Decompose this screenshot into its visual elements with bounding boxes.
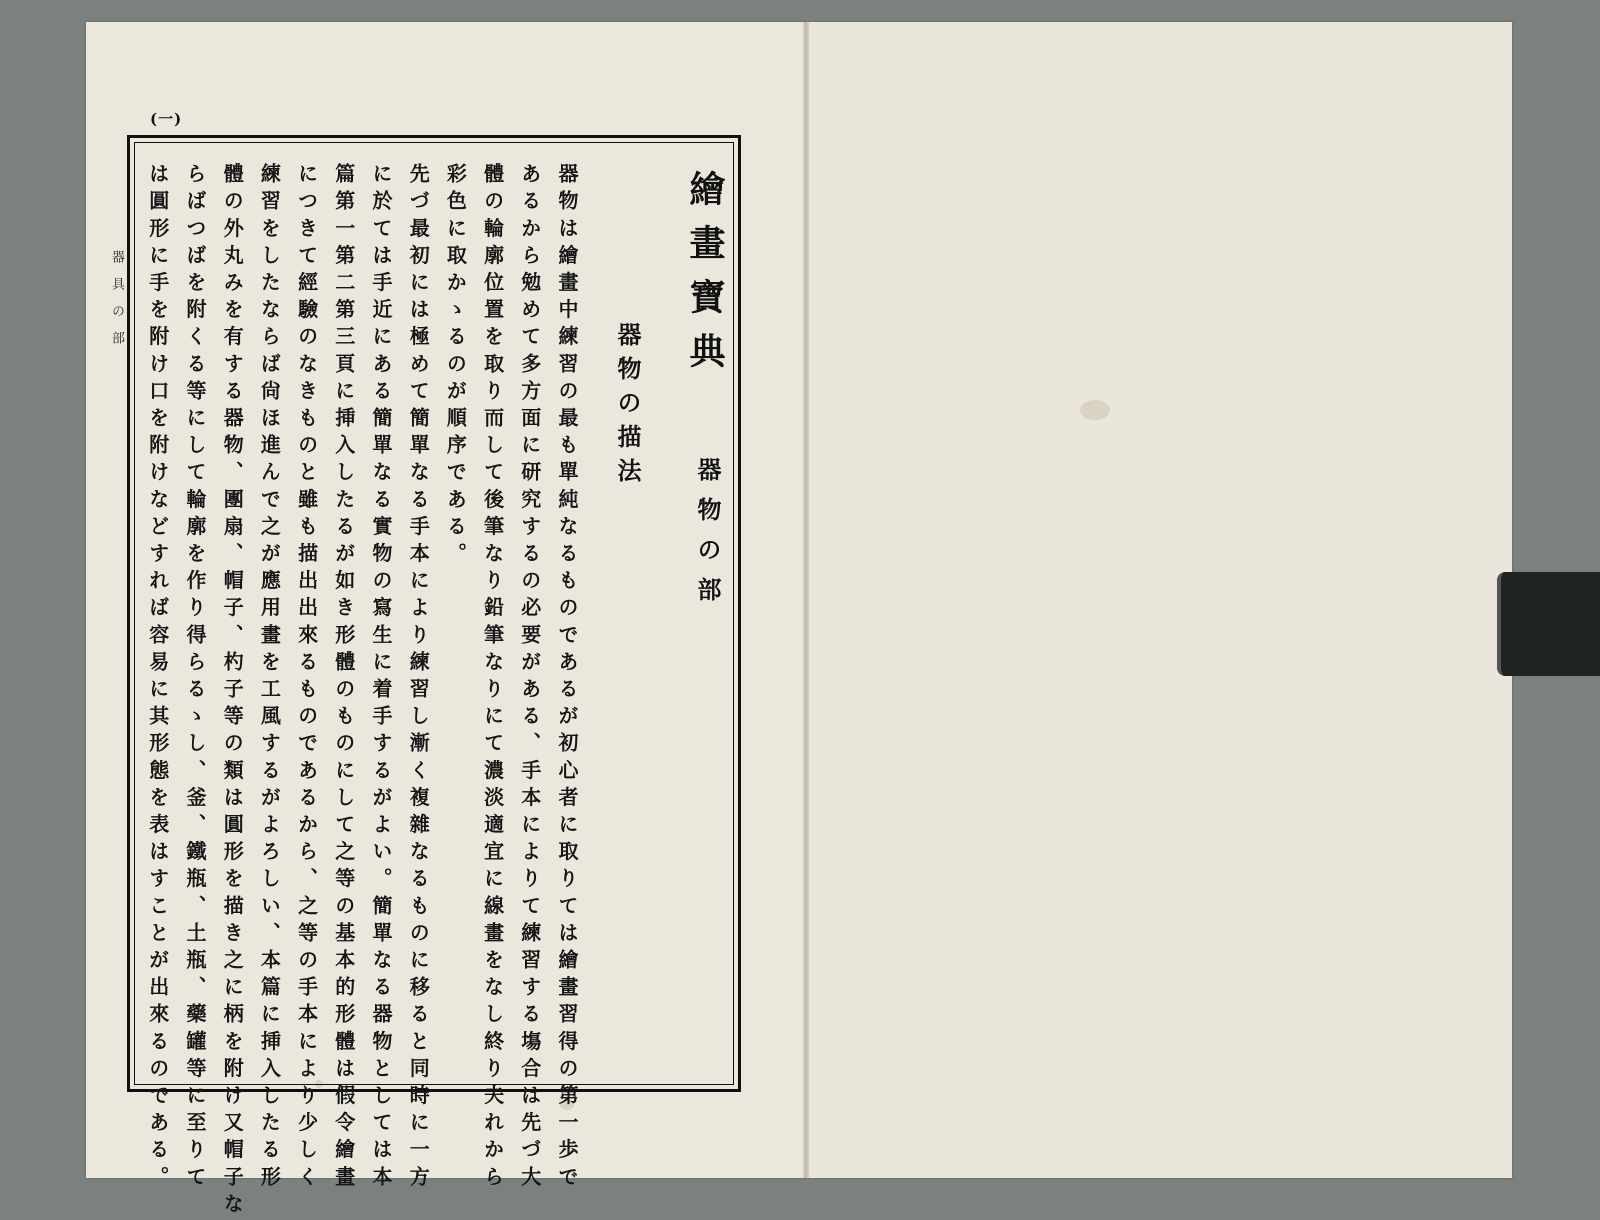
text-column: 先づ最初には極めて簡單なる手本により練習し漸く複雜なるものに移ると同時に一方 [406, 163, 431, 1193]
text-column: 體の外丸みを有する器物、團扇、帽子、杓子等の類は圓形を描き之に柄を附け又帽子な [220, 163, 245, 1220]
right-page [808, 22, 1512, 1178]
book-tab-marker [1497, 572, 1600, 676]
text-column: 器物は繪畫中練習の最も單純なるものであるが初心者に取りては繪畫習得の第一歩で [555, 163, 579, 1193]
section-heading: 器物の描法 [613, 322, 642, 492]
text-column: あるから勉めて多方面に研究するの必要がある、手本によりて練習する塲合は先づ大 [517, 163, 542, 1193]
book-title: 繪畫寶典 [684, 170, 726, 386]
text-column: 練習をしたならば尙ほ進んで之が應用畫を工風するがよろしい、本篇に挿入したる形 [257, 163, 282, 1193]
text-column: 篇第一第二第三頁に挿入したるが如き形體のものにして之等の基本的形體は假令繪畫 [331, 163, 356, 1193]
text-column: らばつばを附くる等にして輪廓を作り得らるゝし、釜、鐵瓶、土瓶、藥罐等に至りて [183, 163, 207, 1193]
page-number: (一) [150, 110, 183, 128]
book-gutter [803, 22, 809, 1178]
text-column: 體の輪廓位置を取り而して後筆なり鉛筆なりにて濃淡適宜に線畫をなし終り夫れから [480, 163, 505, 1193]
section-label: 器具の部 [109, 250, 124, 358]
book-subtitle: 器物の部 [693, 457, 722, 617]
paper-stain [1080, 400, 1110, 420]
text-column: につきて經驗のなきものと雖も描出出來るものであるから、之等の手本により少しく [294, 163, 319, 1193]
text-column: に於ては手近にある簡單なる實物の寫生に着手するがよい。簡單なる器物としては本 [369, 163, 393, 1193]
text-column: は圓形に手を附け口を附けなどすれば容易に其形態を表はすことが出來るのである。 [145, 163, 170, 1193]
text-column: 彩色に取かゝるのが順序である。 [443, 163, 468, 570]
